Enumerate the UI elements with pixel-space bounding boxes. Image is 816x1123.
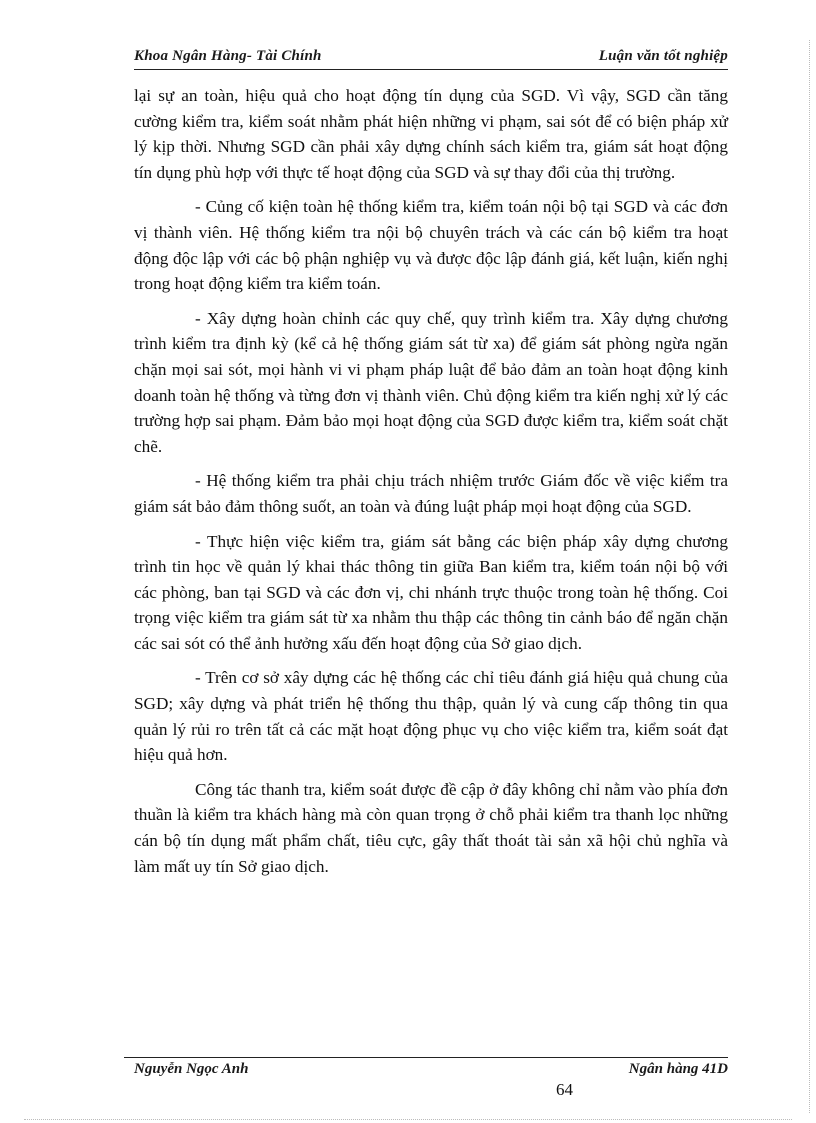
- header-thesis-title: Luận văn tốt nghiệp: [598, 48, 728, 64]
- page-edge-right: [809, 40, 810, 1113]
- paragraph-7: Công tác thanh tra, kiểm soát được đề cập ở đây không chỉ nằm vào phía đơn thuần là kiểm tra khách hàng mà còn quan trọng ở chỗ phải kiểm tra thanh lọc những cán bộ tín dụng mất phẩm chất, tiêu cực, gây thất thoát tài sản xã hội chủ nghĩa và làm mất uy tín Sở giao dịch.: [134, 779, 728, 876]
- paragraph-6: - Trên cơ sở xây dựng các hệ thống các chỉ tiêu đánh giá hiệu quả chung của SGD; xây dựng và phát triển hệ thống thu thập, quản lý và cung cấp thông tin qua quản lý rủi ro trên tất cả các mặt hoạt động phục vụ cho việc kiểm tra, kiểm soát đạt hiệu quả hơn.: [134, 668, 728, 765]
- page-number: 64: [556, 1080, 573, 1099]
- paragraph-3: - Xây dựng hoàn chỉnh các quy chế, quy trình kiểm tra. Xây dựng chương trình kiểm tra định kỳ (kể cả hệ thống giám sát từ xa) để giám sát phòng ngừa ngăn chặn mọi sai sót, mọi hành vi vi phạm pháp luật để bảo đảm an toàn hoạt động kinh doanh toàn hệ thống và từng đơn vị thành viên. Chủ động kiểm tra kiến nghị xử lý các trường hợp sai phạm. Đảm bảo mọi hoạt động của SGD được kiểm tra, kiểm soát chặt chẽ.: [134, 308, 728, 456]
- paragraph-4: - Hệ thống kiểm tra phải chịu trách nhiệm trước Giám đốc về việc kiểm tra giám sát bảo đảm thông suốt, an toàn và đúng luật pháp mọi hoạt động của SGD.: [134, 471, 728, 516]
- paragraph-5: - Thực hiện việc kiểm tra, giám sát bằng các biện pháp xây dựng chương trình tin học về quản lý khai thác thông tin giữa Ban kiểm tra, kiểm toán nội bộ với các phòng, ban tại SGD và các đơn vị, chi nhánh trực thuộc trong toàn hệ thống. Coi trọng việc kiểm tra giám sát từ xa nhằm thu thập các thông tin cảnh báo để ngăn chặn các sai sót có thể ảnh hưởng xấu đến hoạt động của Sở giao dịch.: [134, 531, 728, 653]
- page-footer: [124, 1057, 728, 1079]
- footer-rule: [124, 1057, 728, 1058]
- paragraph-1: lại sự an toàn, hiệu quả cho hoạt động tín dụng của SGD. Vì vậy, SGD cần tăng cường kiểm tra, kiểm soát nhằm phát hiện những vi phạm, sai sót để có biện pháp xử lý kịp thời. Nhưng SGD cần phải xây dựng chính sách kiểm tra, giám sát hoạt động tín dụng phù hợp với thực tế hoạt động của SGD và sự thay đổi của thị trường.: [134, 86, 728, 182]
- body-text: [134, 83, 728, 888]
- footer-author: Nguyễn Ngọc Anh: [134, 1061, 249, 1077]
- page-header: [134, 44, 728, 70]
- header-rule: [134, 69, 728, 70]
- header-faculty: Khoa Ngân Hàng- Tài Chính: [134, 48, 322, 64]
- footer-class: Ngân hàng 41D: [628, 1061, 728, 1077]
- paragraph-2: - Củng cố kiện toàn hệ thống kiểm tra, kiểm toán nội bộ tại SGD và các đơn vị thành viên. Hệ thống kiểm tra nội bộ chuyên trách và các cán bộ kiểm tra hoạt động độc lập với các bộ phận nghiệp vụ và được độc lập đánh giá, kết luận, kiến nghị trong hoạt động kiểm tra kiểm toán.: [134, 197, 728, 294]
- page-edge-bottom: [24, 1119, 792, 1120]
